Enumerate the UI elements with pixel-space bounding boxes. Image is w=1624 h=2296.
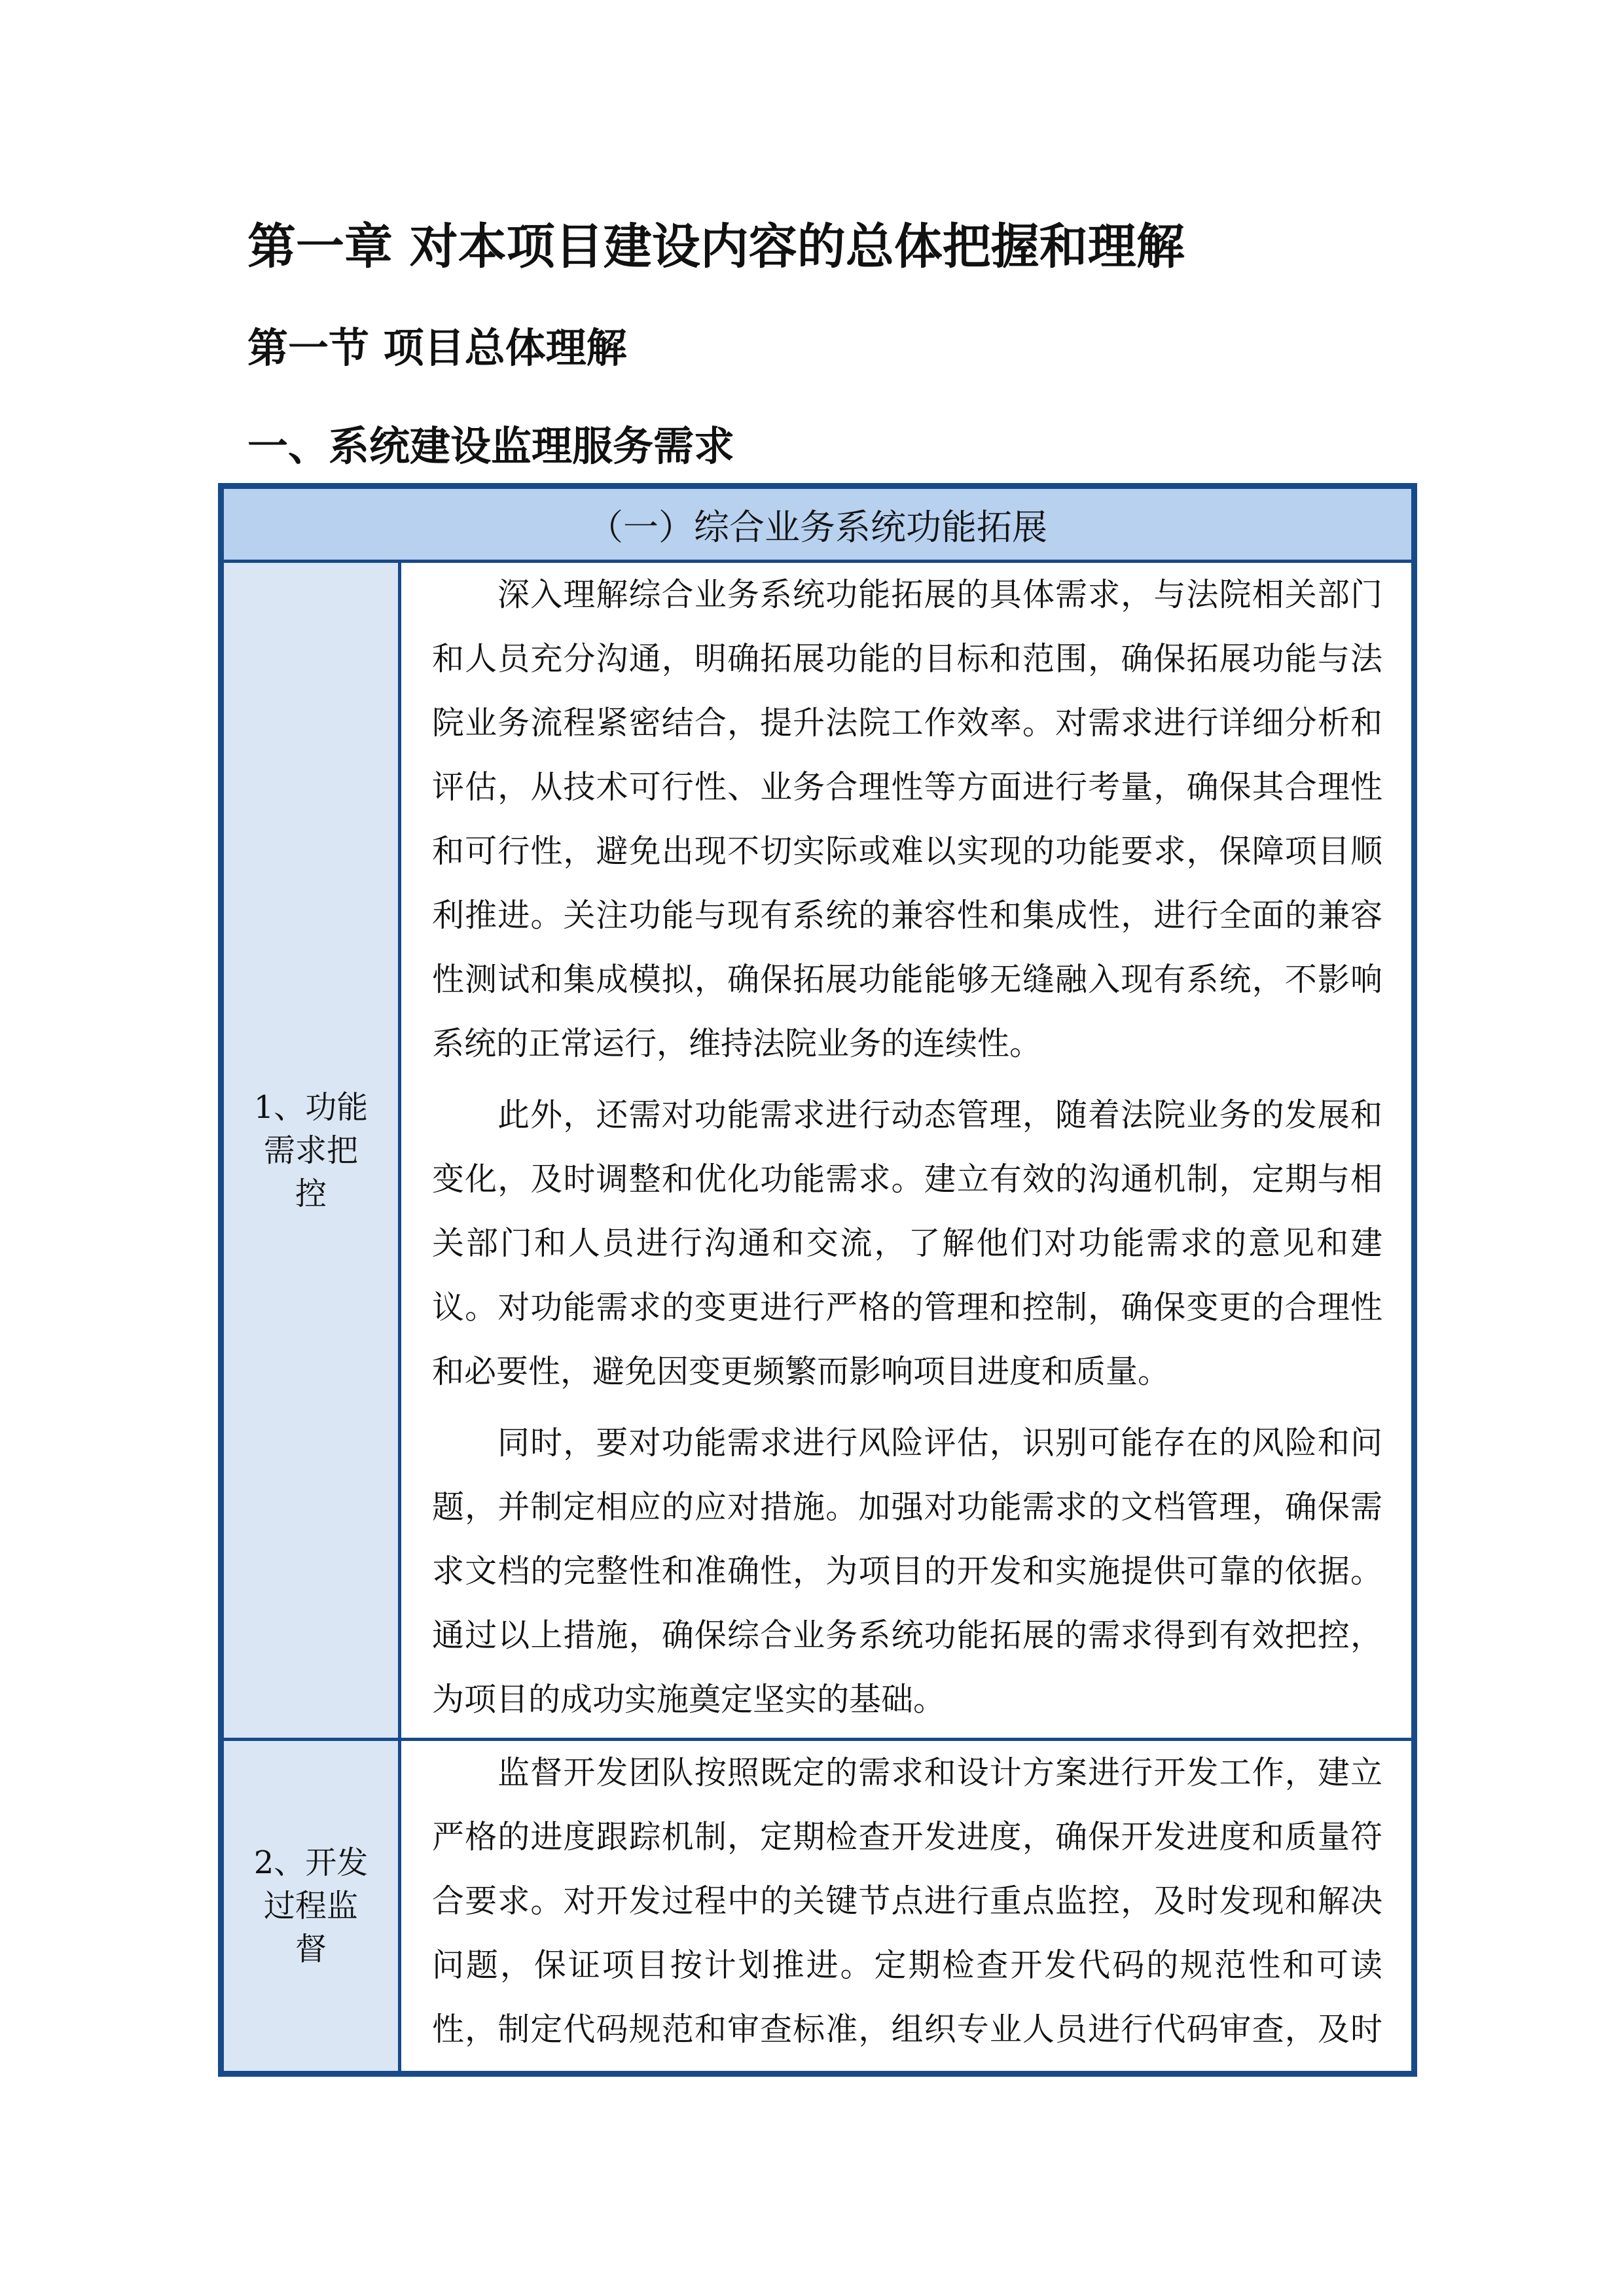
- row-label: [224, 563, 398, 1738]
- text-line: 严格的进度跟踪机制，定期检查开发进度，确保开发进度和质量符: [432, 1818, 1382, 1856]
- text-line: 问题，保证项目按计划推进。定期检查开发代码的规范性和可读: [432, 1946, 1382, 1984]
- text-line: 系统的正常运行，维持法院业务的连续性。: [432, 1025, 1042, 1062]
- chapter-title: 第一章 对本项目建设内容的总体把握和理解: [247, 219, 1185, 275]
- text-line: 议。对功能需求的变更进行严格的管理和控制，确保变更的合理性: [432, 1289, 1382, 1326]
- text-line: 评估，从技术可行性、业务合理性等方面进行考量，确保其合理性: [432, 768, 1382, 806]
- text-line: 通过以上措施，确保综合业务系统功能拓展的需求得到有效把控，: [432, 1617, 1382, 1654]
- table-row: [224, 563, 1411, 1738]
- requirements-table: [218, 483, 1417, 2077]
- text-line: 深入理解综合业务系统功能拓展的具体需求，与法院相关部门: [497, 576, 1382, 613]
- text-line: 利推进。关注功能与现有系统的兼容性和集成性，进行全面的兼容: [432, 897, 1382, 934]
- section-title: 第一节 项目总体理解: [247, 324, 627, 372]
- paragraph: [432, 1411, 1382, 1732]
- text-line: 和必要性，避免因变更频繁而影响项目进度和质量。: [432, 1353, 1170, 1390]
- table-row: [224, 1741, 1411, 2071]
- text-line: 性，制定代码规范和审查标准，组织专业人员进行代码审查，及时: [432, 2011, 1382, 2048]
- row-content: [401, 563, 1411, 1738]
- paragraph: [432, 1083, 1382, 1404]
- row-label-line: 1、功能: [253, 1088, 369, 1126]
- text-line: 关部门和人员进行沟通和交流，了解他们对功能需求的意见和建: [432, 1225, 1382, 1262]
- row-content: [401, 1741, 1411, 2071]
- subsection-title: 一、系统建设监理服务需求: [247, 422, 735, 470]
- table-header: （一）综合业务系统功能拓展: [224, 489, 1411, 560]
- paragraph: [432, 1741, 1382, 2062]
- text-line: 和可行性，避免出现不切实际或难以实现的功能要求，保障项目顺: [432, 833, 1382, 870]
- row-label-line: 控: [295, 1175, 327, 1212]
- text-line: 此外，还需对功能需求进行动态管理，随着法院业务的发展和: [497, 1096, 1382, 1134]
- row-label-line: 过程监: [263, 1888, 358, 1924]
- text-line: 和人员充分沟通，明确拓展功能的目标和范围，确保拓展功能与法: [432, 640, 1382, 677]
- row-label: [224, 1741, 398, 2071]
- text-line: 院业务流程紧密结合，提升法院工作效率。对需求进行详细分析和: [432, 704, 1382, 742]
- paragraph: [432, 563, 1382, 1076]
- text-line: 变化，及时调整和优化功能需求。建立有效的沟通机制，定期与相: [432, 1160, 1382, 1198]
- text-line: 为项目的成功实施奠定坚实的基础。: [432, 1681, 946, 1718]
- text-line: 监督开发团队按照既定的需求和设计方案进行开发工作，建立: [497, 1754, 1382, 1791]
- text-line: 性测试和集成模拟，确保拓展功能能够无缝融入现有系统，不影响: [432, 961, 1382, 998]
- row-label-line: 2、开发: [253, 1844, 369, 1881]
- text-line: 同时，要对功能需求进行风险评估，识别可能存在的风险和问: [497, 1424, 1382, 1462]
- text-line: 求文档的完整性和准确性，为项目的开发和实施提供可靠的依据。: [432, 1552, 1382, 1590]
- text-line: 合要求。对开发过程中的关键节点进行重点监控，及时发现和解决: [432, 1882, 1382, 1920]
- text-line: 题，并制定相应的应对措施。加强对功能需求的文档管理，确保需: [432, 1488, 1382, 1526]
- row-label-line: 督: [295, 1931, 327, 1967]
- row-label-line: 需求把: [263, 1132, 358, 1169]
